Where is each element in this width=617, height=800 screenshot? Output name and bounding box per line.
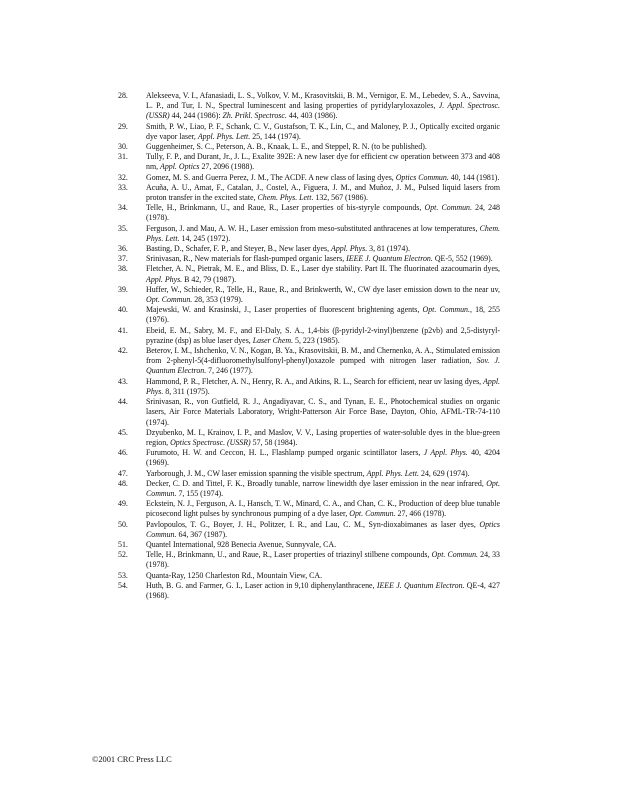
reference-text [146,173,500,183]
citation-text: 3, 81 (1974). [367,244,410,254]
citation-text: 28, 353 (1979). [192,295,243,305]
reference-number: 41. [118,325,128,335]
citation-text: Guggenheimer, S. C., Peterson, A. B., Knaak, L. E., and Steppel, R. N. (to be published). [146,142,427,152]
citation-text: Huffer, W., Schieder, R., Telle, H., Raue, R., and Brinkwerth, W., CW dye laser emission down to the near uv, [146,284,500,294]
reference-number: 53. [118,570,128,580]
citation-text: Acuña, A. U., Amat, F., Catalan, J., Costel, A., Figuera, J. M., and Muñoz, J. M., Pulsed liquid lasers from proton transfer in the excited state, [146,182,500,203]
journal-title: Opt. Commun. [146,295,193,305]
reference-text [146,520,500,540]
reference-text [146,377,500,397]
citation-text: Ebeid, E. M., Sabry, M. F., and El-Daly, S. A., 1,4-bis (β-pyridyl-2-vinyl)benzene (p2vb) and 2,5-distyryl-pyrazine (dsp) as blue laser dyes, [146,325,500,345]
citation-text: Smith, P. W., Liao, P. F., Schank, C. V., Gustafson, T. K., Lin, C., and Maloney, P. J., Optically excited organic dye vapor laser, [146,121,500,141]
citation-text: Fletcher, A. N., Pietrak, M. E., and Bliss, D. E., Laser dye stability. Part II. The fluorinated azacoumarin dyes, [146,264,500,274]
reference-text [146,203,500,223]
reference-text [146,183,500,203]
reference-item [118,254,500,264]
reference-text [146,122,500,142]
citation-text: Pavlopoulos, T. G., Boyer, J. H., Politzer, I. R., and Lau, C. M., Syn-dioxabimanes as laser dyes, [146,519,480,529]
citation-text: 7, 246 (1977). [206,366,253,376]
citation-text: 5, 223 (1985). [293,335,340,345]
journal-title: Optics Commun. [146,519,500,539]
journal-title: Laser Chem. [252,335,294,345]
reference-item [118,183,500,203]
citation-text: 27, 2096 (1988). [199,162,255,172]
reference-item [118,571,500,581]
reference-number: 30. [118,142,128,152]
citation-text: Srinivasan, R., New materials for flash-pumped organic lasers, [146,254,347,264]
citation-text: 44, 403 (1986). [286,111,338,121]
reference-item [118,520,500,540]
reference-item [118,264,500,284]
journal-title: Opt. Commun. [431,550,478,560]
citation-text: 8, 311 (1975). [163,386,210,396]
journal-title: Optics Spectrosc. (USSR) [170,437,251,447]
reference-number: 37. [118,254,128,264]
reference-item [118,479,500,499]
journal-title: Sov. J. Quantum Electron. [146,356,500,376]
journal-title: Appl. Phys. [331,244,368,254]
reference-text [146,571,500,581]
reference-text [146,397,500,428]
reference-text [146,326,500,346]
citation-text: QE-5, 552 (1969). [432,254,493,264]
reference-item [118,203,500,223]
reference-number: 42. [118,346,128,356]
reference-number: 44. [118,397,128,407]
reference-item [118,469,500,479]
citation-text: 64, 367 (1987). [176,529,228,539]
reference-item [118,499,500,519]
reference-text [146,91,500,122]
reference-text [146,254,500,264]
citation-text: Telle, H., Brinkmann, U., and Raue, R., Laser properties of triazinyl stilbene compounds, [146,550,432,560]
reference-item [118,122,500,142]
citation-text: Decker, C. D. and Tittel, F. K., Broadly tunable, narrow linewidth dye laser emission in the near infrared, [146,478,487,488]
reference-list [118,91,500,601]
journal-title: Appl. Optics [160,162,200,172]
citation-text: Telle, H., Brinkmann, U., and Raue, R., Laser properties of bis-styryle compounds, [146,203,425,213]
reference-number: 36. [118,244,128,254]
reference-text [146,346,500,377]
citation-text: 24, 248 (1978). [146,203,501,223]
journal-title: Appl. Phys. Lett. [197,131,251,141]
citation-text: Eckstein, N. J., Ferguson, A. I., Hansch, T. W., Minard, C. A., and Chan, C. K., Production of deep blue tunable picosecond light pulses by synchronous pumping of a dye laser, [146,499,500,519]
citation-text: Furumoto, H. W. and Ceccon, H. L., Flashlamp pumped organic scintillator lasers, [146,448,424,458]
reference-text [146,264,500,284]
journal-title: Opt. Commun. [424,203,472,213]
reference-number: 40. [118,305,128,315]
citation-text: 14, 245 (1972). [179,233,231,243]
citation-text: 27, 466 (1978). [395,509,447,519]
reference-item [118,448,500,468]
reference-number: 38. [118,264,128,274]
journal-title: IEEE J. Quantum Electron. [376,580,465,590]
citation-text: Ferguson, J. and Mau, A. W. H., Laser emission from meso-substituted anthracenes at low temperatures, [146,223,480,233]
reference-text [146,499,500,519]
citation-text: Huth, B. G. and Farmer, G. I., Laser action in 9,10 diphenylanthracene, [146,580,377,590]
journal-title: Appl. Phys. [146,274,183,284]
reference-item [118,224,500,244]
reference-number: 43. [118,376,128,386]
journal-title: Opt. Commun. [349,509,396,519]
journal-title: IEEE J. Quantum Electron. [346,254,433,264]
reference-number: 35. [118,223,128,233]
citation-text: 44, 244 (1986): [169,111,223,121]
reference-text [146,479,500,499]
reference-text [146,142,500,152]
reference-text [146,428,500,448]
reference-number: 49. [118,499,128,509]
reference-number: 47. [118,468,128,478]
citation-text: 24, 33 (1978). [146,550,500,570]
citation-text: , 18, 255 (1976). [146,305,501,325]
reference-item [118,377,500,397]
reference-number: 45. [118,427,128,437]
journal-title: Chem. Phys. Lett. [257,193,314,203]
citation-text: 132, 567 (1986). [313,193,368,203]
citation-text: Hammond, P. R., Fletcher, A. N., Henry, R. A., and Atkins, R. L., Search for efficient, near uv lasing dyes, [146,376,484,386]
citation-text: 25, 144 (1974). [250,131,301,141]
reference-text [146,305,500,325]
citation-text: 57, 58 (1984). [250,437,298,447]
citation-text: QE-4, 427 (1968). [146,580,500,600]
citation-text: Tully, F. P., and Durant, Jr., J. L., Exalite 392E: A new laser dye for efficient cw operation between 373 and 408 nm, [146,152,500,172]
copyright-footer: ©2001 CRC Press LLC [92,755,172,764]
journal-title: Appl. Phys. Lett. [366,468,420,478]
citation-text: Beterov, I. M., Ishchenko, V. N., Kogan, B. Ya., Krasovitskii, B. M., and Chernenko, A. A., Stimulated emission from 2-phenyl-5(4-difluoromethylsulfonyl-phenyl)oxazole pumped with nitrogen laser radiation, [146,346,500,366]
reference-item [118,581,500,601]
reference-text [146,244,500,254]
reference-item [118,540,500,550]
citation-text: B 42, 79 (1987). [182,274,237,284]
reference-item [118,550,500,570]
citation-text: Gomez, M. S. and Guerra Perez, J. M., The ACDF. A new class of lasing dyes, [146,172,396,182]
journal-title: Opt. Commun. [422,305,470,315]
reference-item [118,326,500,346]
citation-text: Yarborough, J. M., CW laser emission spanning the visible spectrum, [146,468,367,478]
citation-text: Quantel International, 928 Benecia Avenue, Sunnyvale, CA. [146,539,337,549]
journal-title: Optics Commun. [395,172,449,182]
journal-title: J. Appl. Spectrosc. (USSR) [146,101,500,121]
reference-item [118,91,500,122]
reference-number: 50. [118,519,128,529]
reference-item [118,397,500,428]
reference-number: 34. [118,203,128,213]
reference-text [146,224,500,244]
citation-text: 24, 629 (1974). [419,468,470,478]
citation-text: 40, 144 (1981). [448,172,500,182]
reference-text [146,448,500,468]
reference-number: 28. [118,91,128,100]
reference-item [118,346,500,377]
citation-text: Quanta-Ray, 1250 Charleston Rd., Mountain View, CA. [146,570,323,580]
reference-number: 52. [118,550,128,560]
reference-text [146,469,500,479]
journal-title: Opt. Commun. [146,478,500,498]
reference-item [118,305,500,325]
citation-text: Basting, D., Schafer, F. P., and Steyer, B., New laser dyes, [146,244,332,254]
reference-item [118,152,500,172]
citation-text: Dzyubenko, M. I., Krainov, I. P., and Maslov, V. V., Lasing properties of water-soluble dyes in the blue-green region, [146,427,500,447]
reference-text [146,285,500,305]
reference-number: 51. [118,539,128,549]
citation-text: Srinivasan, R., von Gutfield, R. J., Angadiyavar, C. S., and Tynan, E. E., Photochemical studies on organic lasers, Air Force Materials Laboratory, Wright-Patterson Air Force Base, Dayton, Ohio, AFML-TR-74-110 (1974). [146,397,500,427]
citation-text: Majewski, W. and Krasinski, J., Laser properties of fluorescent brightening agents, [146,305,423,315]
reference-number: 39. [118,284,128,294]
reference-item [118,173,500,183]
reference-number: 54. [118,580,128,590]
reference-item [118,285,500,305]
reference-item [118,244,500,254]
reference-number: 32. [118,172,128,182]
reference-text [146,540,500,550]
citation-text: 7, 155 (1974). [176,488,224,498]
reference-number: 46. [118,448,128,458]
reference-number: 31. [118,152,128,162]
reference-number: 29. [118,121,128,131]
citation-text: 40, 4204 (1969). [146,448,500,468]
journal-title: Chem. Phys. Lett. [146,223,500,243]
reference-item [118,142,500,152]
reference-number: 33. [118,182,128,192]
reference-text [146,152,500,172]
journal-title: J Appl. Phys. [423,448,468,458]
journal-title: Appl. Phys. [146,376,500,396]
journal-title: Zh. Prikl. Spectrosc. [222,111,287,121]
reference-number: 48. [118,478,128,488]
citation-text: Alekseeva, V. I., Afanasiadi, L. S., Volkov, V. M., Krasovitskii, B. M., Vernigor, E. M., Lebedev, S. A., Savvina, L. P., and Tur, I. N., Spectral luminescent and lasing properties of pyridylaryloxazoles, [146,91,500,111]
reference-text [146,550,500,570]
reference-text [146,581,500,601]
reference-item [118,428,500,448]
